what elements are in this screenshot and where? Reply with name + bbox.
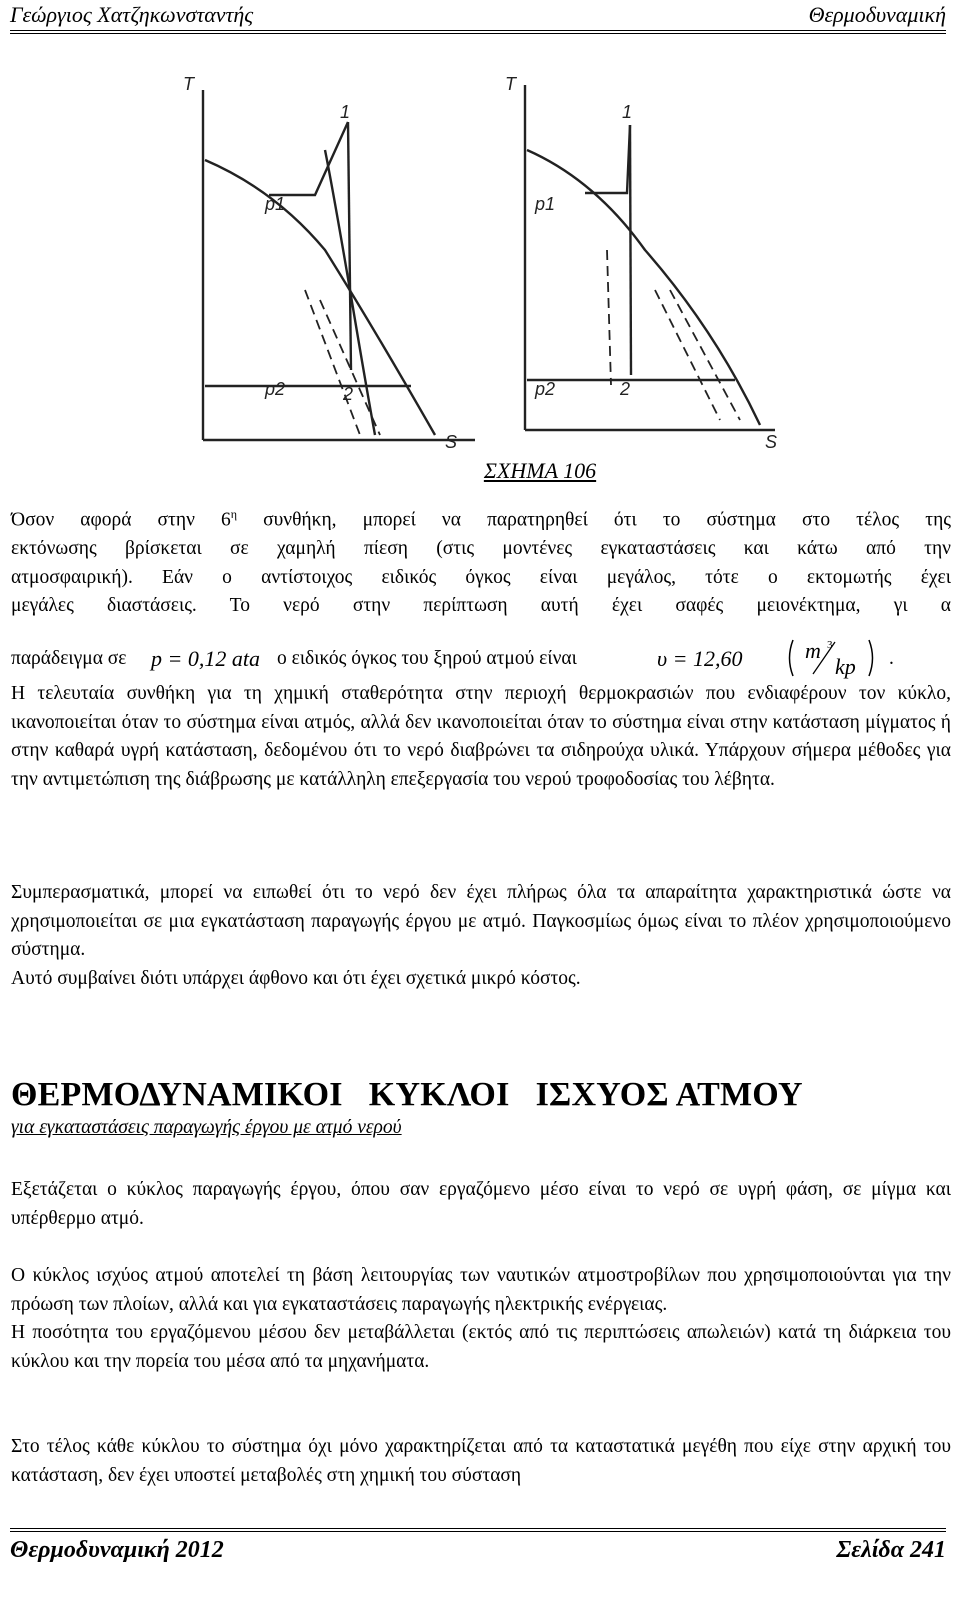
paragraph-6: Στο τέλος κάθε κύκλου το σύστημα όχι μόνο χαρακτηρίζεται από τα καταστατικά μεγέθη που είχε στην αρχική του κατάσταση, δεν έχει υποστεί μεταβολές στη χημική του σύσταση	[11, 1436, 951, 1486]
ts-diagrams-figure	[175, 50, 830, 450]
section-subtitle: για εγκαταστάσεις παραγωγής έργου με ατμό νερού	[11, 1117, 402, 1138]
formula-unit-fraction	[785, 636, 885, 680]
formula-line	[11, 640, 951, 680]
footer-title: Θερμοδυναμική 2012	[10, 1537, 224, 1563]
p1-line1-start: Όσον αφορά στην 6	[11, 509, 231, 531]
unit-exponent: 3	[827, 639, 833, 651]
left-saturation-curve	[205, 160, 435, 435]
page-footer	[10, 1537, 946, 1567]
right-dashed-1	[607, 250, 611, 385]
right-point1-label: 1	[622, 102, 633, 122]
p1-superscript: η	[230, 507, 238, 521]
left-t-label: T	[183, 74, 194, 94]
right-t-label: T	[505, 74, 516, 94]
paragraph-3-main: Συμπερασματικά, μπορεί να ειπωθεί ότι το νερό δεν έχει πλήρως όλα τα απαραίτητα χαρακτηριστικά ώστε να χρησιμοποιείται σε μια εγκατάσταση παραγωγής έργου με ατμό. Παγκοσμίως όμως είναι το πλέον χρησιμοποιούμενο σύστημα.	[11, 882, 951, 960]
header-author: Γεώργιος Χατζηκωνσταντής	[10, 2, 254, 27]
footer-rule	[10, 1528, 946, 1532]
paragraph-1-line-4: μεγάλες διαστάσεις. Το νερό στην περίπτωση αυτή έχει σαφές μειονέκτημα, γι α	[11, 595, 951, 616]
right-dashed-3	[670, 290, 740, 420]
header-subject: Θερμοδυναμική	[808, 2, 946, 27]
paragraph-5	[11, 1262, 951, 1376]
right-isobar-p1	[585, 125, 630, 193]
right-expansion-line	[630, 125, 631, 375]
paragraph-4: Εξετάζεται ο κύκλος παραγωγής έργου, όπου σαν εργαζόμενο μέσο είναι το νερό σε υγρή φάση, σε μίγμα και υπέρθερμο ατμό.	[11, 1179, 951, 1229]
paragraph-1-line-1	[11, 500, 951, 535]
left-s-label: S	[445, 432, 458, 450]
header-rule	[10, 33, 946, 34]
paragraph-1-line-2: εκτόνωσης βρίσκεται σε χαμηλή πίεση (στις μοντένες εγκαταστάσεις και κάτω από την	[11, 538, 951, 559]
paragraph-2: Η τελευταία συνθήκη για τη χημική σταθερότητα στην περιοχή θερμοκρασιών που ενδιαφέρουν τον κύκλο, ικανοποιείται όταν το σύστημα είναι ατμός, αλλά δεν ικανοποιείται όταν το σύστημα είναι στην κατάσταση μίγματος ή στην καθαρά υγρή κατάσταση, δεδομένου ότι το νερό διαβρώνει τα σιδηρούχα υλικά. Υπάρχουν σήμερα μέθοδες για την αντιμετώπιση της διάβρωσης με κατάλληλη επεξεργασία του νερού τροφοδοσίας του λέβητα.	[11, 683, 951, 790]
left-expansion-line	[348, 122, 351, 370]
right-p1-label: p1	[535, 194, 556, 214]
left-isobar-p1	[269, 122, 348, 195]
paragraph-5-second: Η ποσότητα του εργαζόμενου μέσου δεν μεταβάλλεται (εκτός από τις περιπτώσεις απωλειών) κατά τη διάρκεια του κύκλου και την πορεία του μέσα από τα μηχανήματα.	[11, 1322, 951, 1372]
footer-page-number: Σελίδα 241	[836, 1537, 946, 1563]
figure-caption: ΣΧΗΜΑ 106	[483, 458, 597, 483]
page-header	[10, 2, 946, 31]
unit-numerator: m	[805, 638, 821, 663]
formula-pressure: p = 0,12 ata	[151, 646, 260, 671]
formula-specific-volume: υ = 12,60	[657, 646, 743, 671]
paragraph-3-last: Αυτό συμβαίνει διότι υπάρχει άφθονο και ότι έχει σχετικά μικρό κόστος.	[11, 967, 581, 989]
paragraph-1-line-3: ατμοσφαιρική). Εάν ο αντίστοιχος ειδικός όγκος είναι μεγάλος, τότε ο εκτομωτής έχει	[11, 566, 951, 588]
formula-text-a: παράδειγμα σε	[11, 648, 127, 669]
paragraph-5-main: Ο κύκλος ισχύος ατμού αποτελεί τη βάση λειτουργίας των ναυτικών ατμοστροβίλων που χρησιμοποιούνται για την πρόωση των πλοίων, αλλά και για εγκαταστάσεις παραγωγής ηλεκτρικής ενέργειας.	[11, 1265, 951, 1315]
unit-denominator: kp	[835, 654, 856, 679]
formula-text-b: ο ειδικός όγκος του ξηρού ατμού είναι	[277, 648, 577, 669]
paragraph-1	[11, 500, 951, 621]
left-p1-label: p1	[265, 194, 286, 214]
left-point1-label: 1	[340, 102, 351, 122]
right-point2-label: 2	[620, 379, 631, 399]
right-p2-label: p2	[535, 379, 556, 399]
section-title: ΘΕΡΜΟΔΥΝΑΜΙΚΟΙ ΚΥΚΛΟΙ ΙΣΧΥΟΣ ΑΤΜΟΥ	[11, 1076, 803, 1113]
paragraph-3	[11, 879, 951, 993]
formula-period: .	[889, 648, 894, 669]
left-point2-label: 2	[343, 384, 354, 404]
right-ts-diagram	[525, 85, 775, 430]
right-saturation-curve	[527, 150, 760, 425]
p1-line1-end: συνθήκη, μπορεί να παρατηρηθεί ότι το σύστημα στο τέλος της	[237, 509, 951, 531]
right-dashed-2	[655, 290, 720, 420]
left-ts-diagram	[203, 90, 475, 440]
right-s-label: S	[765, 432, 778, 450]
left-p2-label: p2	[265, 379, 286, 399]
